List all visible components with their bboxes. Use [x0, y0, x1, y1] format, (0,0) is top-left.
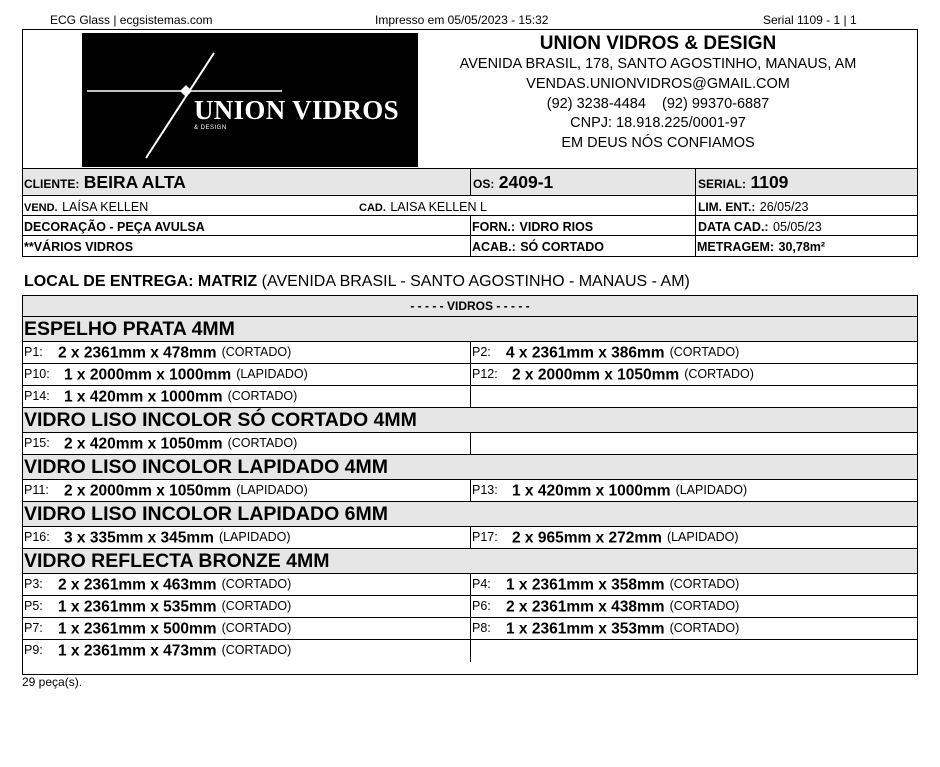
- piece-id: P17:: [472, 530, 498, 545]
- piece-id: P14:: [24, 389, 50, 404]
- piece-cell: [470, 574, 917, 595]
- piece-finish: (CORTADO): [669, 621, 740, 636]
- piece-cell: [23, 527, 470, 548]
- print-header: [22, 0, 918, 28]
- piece-row: [23, 527, 917, 549]
- acab-label: ACAB.:: [472, 240, 516, 254]
- piece-finish: (CORTADO): [669, 577, 740, 592]
- data-cad-value: 05/05/23: [773, 220, 822, 234]
- piece-id: P7:: [24, 621, 43, 636]
- piece-id: P16:: [24, 530, 50, 545]
- piece-id: P6:: [472, 599, 491, 614]
- company-header: [22, 29, 918, 169]
- piece-cell: [23, 342, 470, 363]
- piece-cell: [470, 364, 917, 385]
- piece-cell: [470, 433, 917, 454]
- varios-value: **VÁRIOS VIDROS: [24, 240, 134, 254]
- piece-finish: (CORTADO): [221, 577, 292, 592]
- piece-id: P11:: [24, 483, 49, 498]
- company-name: UNION VIDROS & DESIGN: [539, 33, 777, 54]
- piece-finish: (LAPIDADO): [218, 530, 291, 545]
- piece-cell: [23, 386, 470, 407]
- piece-dimensions: 1 x 2361mm x 500mm: [58, 620, 217, 638]
- vend-label: VEND.: [24, 202, 58, 214]
- serial-label: SERIAL:: [698, 177, 746, 191]
- client-value: BEIRA ALTA: [83, 172, 186, 192]
- piece-finish: (CORTADO): [221, 345, 292, 360]
- category-header: VIDRO LISO INCOLOR LAPIDADO 6MM: [23, 502, 917, 527]
- acab-value: SÓ CORTADO: [520, 240, 604, 254]
- piece-id: P9:: [24, 643, 43, 658]
- piece-dimensions: 3 x 335mm x 345mm: [64, 529, 214, 547]
- piece-finish: (CORTADO): [221, 643, 292, 658]
- piece-dimensions: 4 x 2361mm x 386mm: [506, 344, 665, 362]
- piece-cell: [23, 596, 470, 617]
- piece-dimensions: 2 x 2361mm x 438mm: [506, 598, 665, 616]
- piece-finish: (CORTADO): [227, 436, 298, 451]
- glass-list: [22, 295, 918, 675]
- piece-cell: [23, 364, 470, 385]
- company-info: [443, 33, 873, 154]
- company-address: AVENIDA BRASIL, 178, SANTO AGOSTINHO, MANAUS, AM: [459, 56, 857, 72]
- logo-text: UNION VIDROS: [194, 95, 399, 125]
- piece-id: P4:: [472, 577, 491, 592]
- company-cnpj: CNPJ: 18.918.225/0001-97: [570, 115, 746, 132]
- piece-dimensions: 2 x 2361mm x 478mm: [58, 344, 217, 362]
- piece-row: [23, 364, 917, 386]
- piece-dimensions: 2 x 2000mm x 1050mm: [512, 366, 680, 384]
- piece-finish: (LAPIDADO): [675, 483, 748, 498]
- system-name: ECG Glass | ecgsistemas.com: [50, 13, 213, 27]
- forn-value: VIDRO RIOS: [519, 220, 594, 234]
- piece-row: [23, 342, 917, 364]
- piece-cell: [23, 640, 470, 662]
- lim-ent-label: LIM. ENT.:: [698, 200, 756, 214]
- piece-cell: [23, 618, 470, 639]
- vend-value: LAÍSA KELLEN: [62, 200, 149, 214]
- category-header: VIDRO REFLECTA BRONZE 4MM: [23, 549, 917, 574]
- piece-cell: [470, 596, 917, 617]
- delivery-address: (AVENIDA BRASIL - SANTO AGOSTINHO - MANAUS - AM): [261, 273, 690, 290]
- piece-dimensions: 1 x 2361mm x 358mm: [506, 576, 665, 594]
- piece-dimensions: 1 x 2361mm x 473mm: [58, 642, 217, 660]
- piece-id: P10:: [24, 367, 50, 382]
- piece-cell: [23, 480, 470, 501]
- order-info: [22, 168, 918, 257]
- piece-dimensions: 1 x 2000mm x 1000mm: [64, 366, 232, 384]
- company-phones: (92) 3238-4484 (92) 99370-6887: [546, 95, 770, 112]
- piece-cell: [23, 574, 470, 595]
- piece-row: [23, 618, 917, 640]
- piece-id: P2:: [472, 345, 491, 360]
- piece-finish: (CORTADO): [227, 389, 298, 404]
- piece-count: 29 peça(s).: [22, 675, 83, 689]
- piece-id: P8:: [472, 621, 491, 636]
- print-date: Impresso em 05/05/2023 - 15:32: [375, 13, 549, 27]
- piece-cell: [23, 433, 470, 454]
- info-row-client: [23, 169, 917, 196]
- piece-dimensions: 1 x 420mm x 1000mm: [512, 482, 671, 500]
- piece-row: [23, 574, 917, 596]
- piece-finish: (CORTADO): [684, 367, 754, 382]
- piece-finish: (CORTADO): [669, 345, 740, 360]
- piece-cell: [470, 527, 917, 548]
- category-header: ESPELHO PRATA 4MM: [23, 317, 917, 342]
- os-label: OS:: [473, 177, 495, 191]
- delivery-location: [24, 273, 690, 291]
- piece-row: [23, 480, 917, 502]
- piece-row: [23, 386, 917, 408]
- piece-dimensions: 1 x 2361mm x 535mm: [58, 598, 217, 616]
- piece-id: P3:: [24, 577, 43, 592]
- company-logo: [82, 33, 418, 167]
- os-value: 2409-1: [498, 172, 554, 192]
- decoracao-value: DECORAÇÃO - PEÇA AVULSA: [24, 220, 205, 234]
- client-label: CLIENTE:: [24, 177, 80, 191]
- serial-value: 1109: [750, 172, 789, 192]
- piece-dimensions: 2 x 2361mm x 463mm: [58, 576, 217, 594]
- piece-id: P15:: [24, 436, 50, 451]
- piece-id: P5:: [24, 599, 43, 614]
- piece-cell: [470, 618, 917, 639]
- metragem-value: 30,78m²: [778, 240, 826, 254]
- category-header: VIDRO LISO INCOLOR SÓ CORTADO 4MM: [23, 408, 917, 433]
- cad-label: CAD.: [359, 202, 386, 214]
- piece-row: [23, 640, 917, 662]
- lim-ent-value: 26/05/23: [759, 200, 809, 214]
- piece-cell: [470, 342, 917, 363]
- cad-value: LAISA KELLEN L: [390, 200, 487, 214]
- piece-finish: (LAPIDADO): [236, 367, 308, 382]
- piece-finish: (LAPIDADO): [236, 483, 308, 498]
- glass-categories: [23, 317, 917, 662]
- data-cad-label: DATA CAD.:: [698, 220, 769, 234]
- logo-subtext: & DESIGN: [194, 125, 227, 131]
- forn-label: FORN.:: [472, 220, 516, 234]
- piece-finish: (CORTADO): [669, 599, 740, 614]
- piece-cell: [470, 480, 917, 501]
- info-row-acab: [23, 236, 917, 256]
- piece-id: P12:: [472, 367, 498, 382]
- piece-row: [23, 433, 917, 455]
- delivery-label: LOCAL DE ENTREGA: MATRIZ: [24, 273, 258, 290]
- info-row-vend: [23, 196, 917, 216]
- company-motto: EM DEUS NÓS CONFIAMOS: [561, 135, 755, 152]
- glass-list-title: - - - - - VIDROS - - - - -: [23, 296, 917, 317]
- piece-row: [23, 596, 917, 618]
- piece-id: P13:: [472, 483, 498, 498]
- piece-dimensions: 2 x 965mm x 272mm: [512, 529, 662, 547]
- piece-cell: [470, 386, 917, 407]
- piece-dimensions: 2 x 2000mm x 1050mm: [64, 482, 232, 500]
- info-row-decoracao: [23, 216, 917, 236]
- piece-finish: (CORTADO): [221, 599, 292, 614]
- category-header: VIDRO LISO INCOLOR LAPIDADO 4MM: [23, 455, 917, 480]
- metragem-label: METRAGEM:: [697, 240, 775, 254]
- piece-dimensions: 1 x 2361mm x 353mm: [506, 620, 665, 638]
- piece-dimensions: 1 x 420mm x 1000mm: [64, 388, 223, 406]
- serial-page: Serial 1109 - 1 | 1: [763, 13, 857, 27]
- piece-id: P1:: [24, 345, 43, 360]
- company-email: VENDAS.UNIONVIDROS@GMAIL.COM: [526, 75, 790, 92]
- piece-finish: (CORTADO): [221, 621, 292, 636]
- piece-finish: (LAPIDADO): [666, 530, 739, 545]
- piece-cell: [470, 640, 917, 662]
- piece-dimensions: 2 x 420mm x 1050mm: [64, 435, 223, 453]
